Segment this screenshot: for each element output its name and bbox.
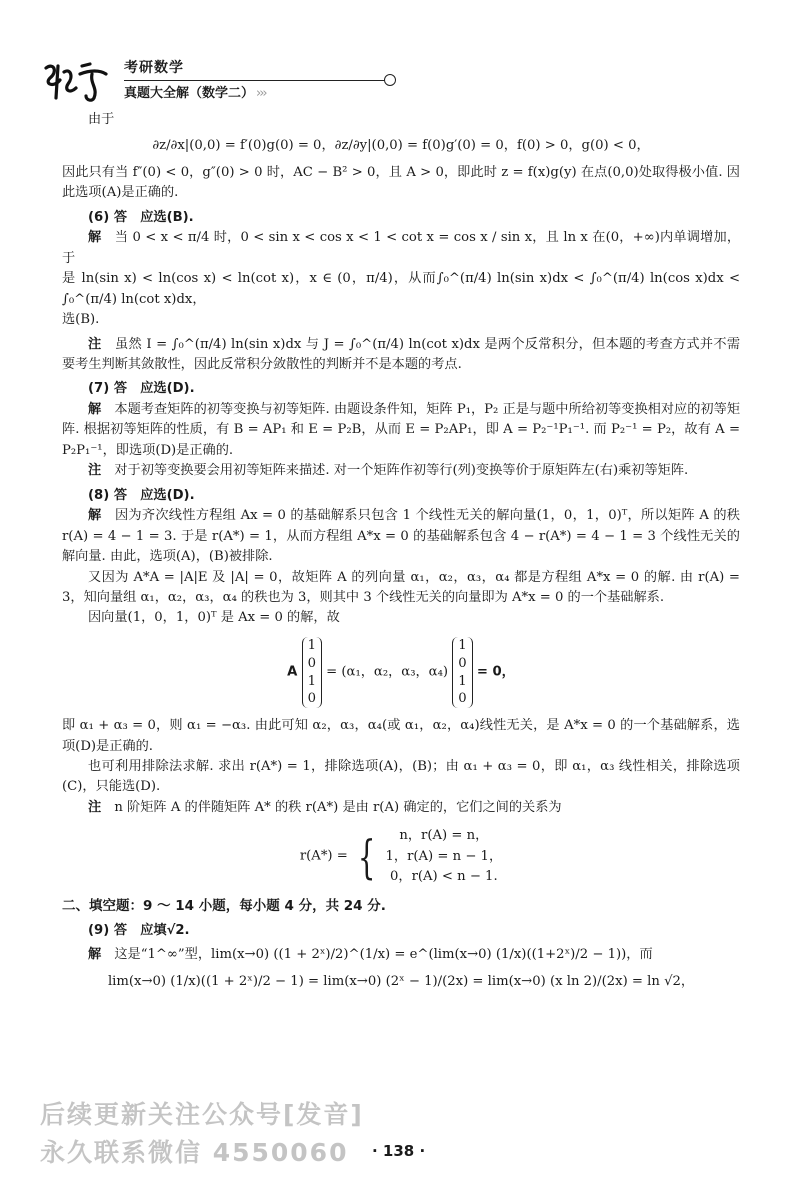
vector-entry: 1 bbox=[458, 637, 467, 653]
page-number: · 138 · bbox=[372, 1142, 426, 1160]
note-7-text: 对于初等变换要会用初等矩阵来描述. 对一个矩阵作初等行(列)变换等价于原矩阵左(右)乘初等矩阵. bbox=[114, 463, 689, 479]
note-6 bbox=[62, 335, 740, 376]
left-brace: { bbox=[357, 830, 376, 885]
column-vector bbox=[302, 637, 322, 708]
note-label: 注 bbox=[88, 799, 102, 815]
header-subtitle bbox=[124, 84, 266, 104]
solution-9-text: 这是“1^∞”型，lim(x→0) ((1 + 2ˣ)/2)^(1/x) = e^(lim(x→0) (1/x)((1+2ˣ)/2 − 1))，而 bbox=[114, 947, 653, 963]
note-label: 注 bbox=[88, 336, 102, 352]
answer-9: (9) 答 应填√2. bbox=[88, 922, 190, 938]
solution-6-line2: 是 ln(sin x) < ln(cos x) < ln(cot x)，x ∈ (0，π/4)，从而∫₀^(π/4) ln(sin x)dx < ∫₀^(π/4) ln(cos x)dx < ∫₀^(π/4) ln(cot x)dx， bbox=[62, 271, 740, 307]
solution-label: 解 bbox=[88, 401, 102, 417]
rank-case: n，r(A) = n， bbox=[399, 828, 489, 844]
rank-lhs: r(A*) = bbox=[299, 848, 348, 864]
section-heading: 二、填空题：9 ～ 14 小题，每小题 4 分，共 24 分. bbox=[62, 897, 386, 914]
rank-cases bbox=[386, 826, 503, 887]
solution-6-line3: 选(B). bbox=[62, 312, 100, 328]
note-label: 注 bbox=[88, 463, 102, 479]
solution-8-text: 因为齐次线性方程组 Ax = 0 的基础解系只包含 1 个线性无关的解向量(1，0，1，0)ᵀ，所以矩阵 A 的秩 r(A) = 4 − 1 = 3. 于是 r(A*) = 1，从而方程组 A*x = 0 的基础解系包含 4 − r(A*) = 4 − 1 = 3 个线性无关的解向量. 由此，选项(A)，(B)被排除. bbox=[62, 508, 740, 565]
vector-entry: 0 bbox=[307, 691, 316, 707]
formula-partials: ∂z/∂x|(0,0) = f′(0)g(0) = 0，∂z/∂y|(0,0) = f(0)g′(0) = 0，f(0) > 0，g(0) < 0， bbox=[152, 138, 650, 154]
note-8-text: n 阶矩阵 A 的伴随矩阵 A* 的秩 r(A*) 是由 r(A) 确定的，它们之间的关系为 bbox=[114, 799, 562, 815]
solution-8-para2: 又因为 A*A = |A|E 及 |A| = 0，故矩阵 A 的列向量 α₁，α₂，α₃，α₄ 都是方程组 A*x = 0 的解. 由 r(A) = 3，知向量组 α₁，α₂，α₃，α₄ 的秩也为 3，则其中 3 个线性无关的向量即为 A*x = 0 的一个基础解系. bbox=[62, 569, 740, 605]
note-7 bbox=[62, 461, 740, 481]
header-title: 考研数学 bbox=[124, 60, 184, 76]
watermark-line-2: 永久联系微信 4550060 bbox=[40, 1138, 349, 1167]
vector-entry: 1 bbox=[458, 673, 467, 689]
solution-6 bbox=[62, 228, 740, 269]
answer-8: (8) 答 应选(D). bbox=[88, 487, 195, 503]
formula-limit: lim(x→0) (1/x)((1 + 2ˣ)/2 − 1) = lim(x→0) (2ˣ − 1)/(2x) = lim(x→0) (x ln 2)/(2x) = ln √2， bbox=[107, 973, 695, 989]
page-header bbox=[40, 56, 400, 110]
matrix-equation bbox=[62, 637, 740, 708]
vector-entry: 1 bbox=[307, 637, 316, 653]
rank-formula bbox=[62, 826, 740, 887]
matrix-equation-mid: = (α₁，α₂，α₃，α₄) bbox=[326, 664, 449, 680]
solution-6-text: 当 0 < x < π/4 时，0 < sin x < cos x < 1 < cot x = cos x / sin x，且 ln x 在(0，+∞)内单调增加，于 bbox=[62, 230, 741, 266]
note-8 bbox=[62, 798, 740, 818]
solution-label: 解 bbox=[88, 947, 102, 963]
matrix-equation-end: = 0， bbox=[476, 664, 515, 680]
paragraph: 因此只有当 f″(0) < 0，g″(0) > 0 时，AC − B² > 0，且 A > 0，即此时 z = f(x)g(y) 在点(0,0)处取得极小值. 因此选项(A)是正确的. bbox=[62, 164, 740, 201]
answer-6: (6) 答 应选(B). bbox=[88, 209, 194, 225]
text-line: 由于 bbox=[88, 112, 115, 127]
header-arrows: ››› bbox=[256, 86, 266, 101]
watermark-line-1: 后续更新关注公众号[发音] bbox=[40, 1100, 364, 1129]
column-vector bbox=[452, 637, 472, 708]
vector-entry: 1 bbox=[307, 673, 316, 689]
solution-9 bbox=[62, 945, 740, 965]
solution-8-para3: 因向量(1，0，1，0)ᵀ 是 Ax = 0 的解，故 bbox=[88, 610, 340, 626]
solution-7 bbox=[62, 400, 740, 461]
solution-7-text: 本题考查矩阵的初等变换与初等矩阵. 由题设条件知，矩阵 P₁，P₂ 正是与题中所给初等变换相对应的初等矩阵. 根据初等矩阵的性质，有 B = AP₁ 和 E = P₂B，从而 E = P₂AP₁，即 A = P₂⁻¹P₁⁻¹. 而 P₂⁻¹ = P₂，故有 A = P₂P₁⁻¹，即选项(D)是正确的. bbox=[62, 401, 741, 458]
solution-8-para4: 即 α₁ + α₃ = 0，则 α₁ = −α₃. 由此可知 α₂，α₃，α₄(或 α₁，α₂，α₄)线性无关，是 A*x = 0 的一个基础解系，选项(D)是正确的. bbox=[62, 718, 740, 754]
matrix-A: A bbox=[287, 664, 298, 680]
solution-label: 解 bbox=[88, 508, 102, 524]
rank-case: 1，r(A) = n − 1， bbox=[385, 848, 503, 864]
answer-7: (7) 答 应选(D). bbox=[88, 381, 195, 397]
note-6-text: 虽然 I = ∫₀^(π/4) ln(sin x)dx 与 J = ∫₀^(π/4) ln(cot x)dx 是两个反常积分，但本题的考查方式并不需要考生判断其敛散性，因此反常积分敛散性的判断并不是本题的考点. bbox=[62, 336, 741, 372]
header-subtitle-text: 真题大全解（数学二） bbox=[124, 86, 255, 101]
solution-8-para5: 也可利用排除法求解. 求出 r(A*) = 1，排除选项(A)，(B)；由 α₁ + α₃ = 0，即 α₁，α₃ 线性相关，排除选项(C)，只能选(D). bbox=[62, 759, 740, 795]
header-rule-circle bbox=[384, 74, 396, 86]
rank-case: 0，r(A) < n − 1. bbox=[390, 869, 498, 885]
header-rule bbox=[124, 80, 386, 81]
author-signature-logo bbox=[40, 58, 118, 102]
solution-8 bbox=[62, 506, 740, 567]
vector-entry: 0 bbox=[307, 655, 316, 671]
page-content bbox=[62, 110, 740, 998]
vector-entry: 0 bbox=[458, 691, 467, 707]
vector-entry: 0 bbox=[458, 655, 467, 671]
solution-label: 解 bbox=[88, 230, 102, 246]
